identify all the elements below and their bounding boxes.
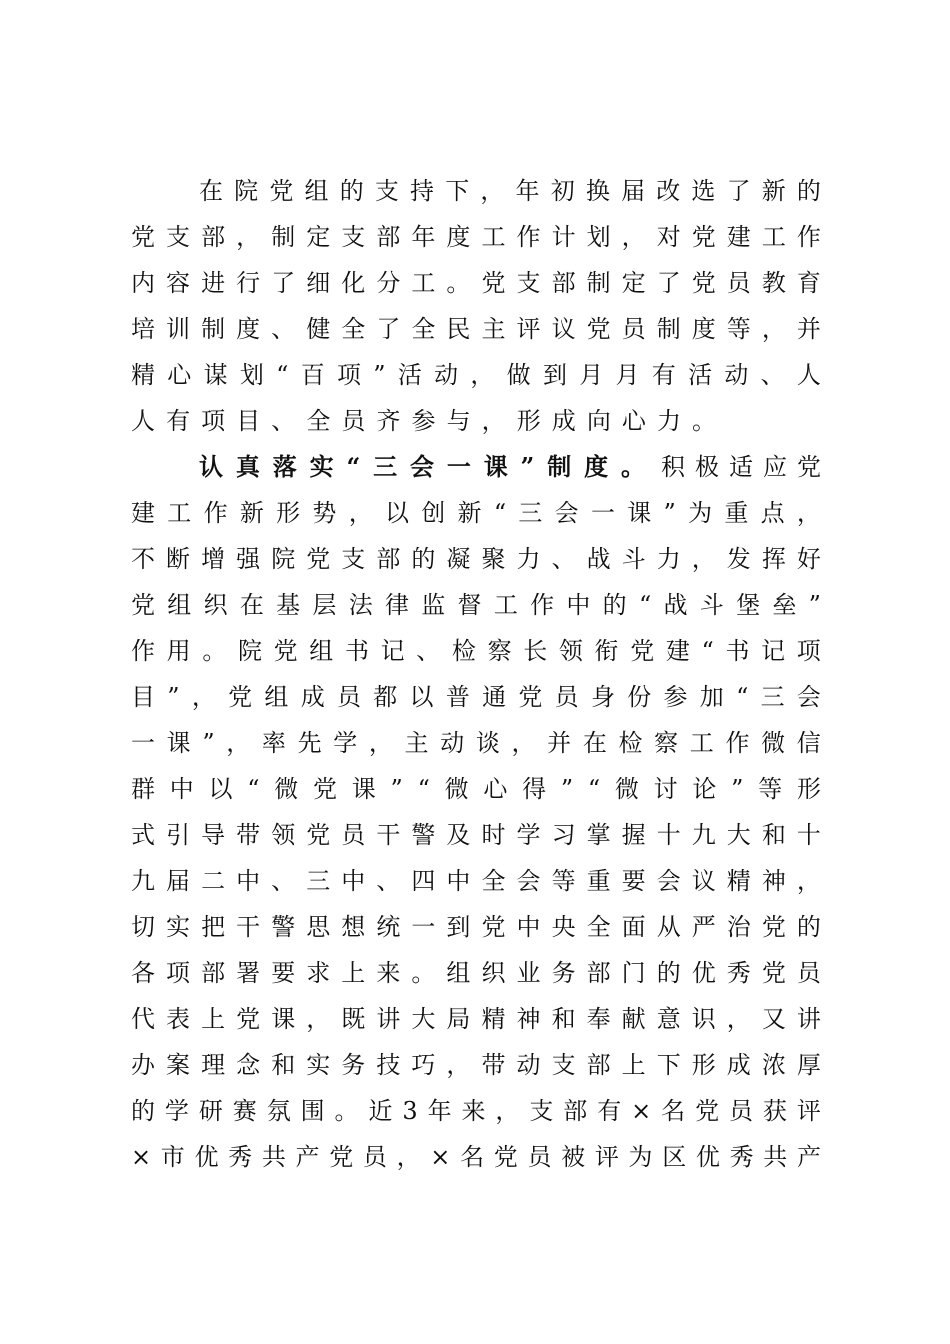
text-line: 群 中 以 “ 微 党 课 ” “ 微 心 得 ” “ 微 讨 论 ” 等 形 bbox=[131, 775, 821, 803]
text-line: 办 案 理 念 和 实 务 技 巧 ， 带 动 支 部 上 下 形 成 浓 厚 bbox=[131, 1051, 821, 1079]
text-line: 内 容 进 行 了 细 化 分 工 。 党 支 部 制 定 了 党 员 教 育 bbox=[131, 269, 821, 297]
text-line: 各 项 部 署 要 求 上 来 。 组 织 业 务 部 门 的 优 秀 党 员 bbox=[131, 959, 821, 987]
text-line: 一 课 ” ， 率 先 学 ， 主 动 谈 ， 并 在 检 察 工 作 微 信 bbox=[131, 729, 821, 757]
text-line: 切 实 把 干 警 思 想 统 一 到 党 中 央 全 面 从 严 治 党 的 bbox=[131, 913, 821, 941]
text-line: 作 用 。 院 党 组 书 记 、 检 察 长 领 衔 党 建 “ 书 记 项 bbox=[131, 637, 821, 665]
text-line: 建 工 作 新 形 势 ， 以 创 新 “ 三 会 一 课 ” 为 重 点 ， bbox=[131, 499, 821, 527]
text-line: 培 训 制 度 、 健 全 了 全 民 主 评 议 党 员 制 度 等 ， 并 bbox=[131, 315, 821, 343]
text-line: 目 ” ， 党 组 成 员 都 以 普 通 党 员 身 份 参 加 “ 三 会 bbox=[131, 683, 821, 711]
heading-line-rest: 积 极 适 应 党 bbox=[661, 453, 821, 481]
text-line-first bbox=[131, 444, 821, 490]
document-body bbox=[131, 168, 821, 1180]
text-line: 不 断 增 强 院 党 支 部 的 凝 聚 力 、 战 斗 力 ， 发 挥 好 bbox=[131, 545, 821, 573]
text-line: 精 心 谋 划 “ 百 项 ” 活 动 ， 做 到 月 月 有 活 动 、 人 bbox=[131, 361, 821, 389]
paragraph-heading: 认 真 落 实 “ 三 会 一 课 ” 制 度 。 bbox=[199, 452, 645, 481]
paragraph-1 bbox=[131, 168, 821, 444]
text-line: 在 院 党 组 的 支 持 下 ， 年 初 换 届 改 选 了 新 的 bbox=[199, 177, 821, 205]
text-line: 党 支 部 ， 制 定 支 部 年 度 工 作 计 划 ， 对 党 建 工 作 bbox=[131, 223, 821, 251]
text-line: 的 学 研 赛 氛 围 。 近 3 年 来 ， 支 部 有 × 名 党 员 获 评 bbox=[131, 1097, 821, 1125]
text-line: 式 引 导 带 领 党 员 干 警 及 时 学 习 掌 握 十 九 大 和 十 bbox=[131, 821, 821, 849]
text-line: 党 组 织 在 基 层 法 律 监 督 工 作 中 的 “ 战 斗 堡 垒 ” bbox=[131, 591, 821, 619]
text-line: 人 有 项 目 、 全 员 齐 参 与 ， 形 成 向 心 力 。 bbox=[131, 407, 716, 435]
text-line: 九 届 二 中 、 三 中 、 四 中 全 会 等 重 要 会 议 精 神 ， bbox=[131, 867, 821, 895]
text-line: 代 表 上 党 课 ， 既 讲 大 局 精 神 和 奉 献 意 识 ， 又 讲 bbox=[131, 1005, 821, 1033]
text-line: × 市 优 秀 共 产 党 员 ， × 名 党 员 被 评 为 区 优 秀 共 产 bbox=[131, 1143, 821, 1171]
paragraph-2 bbox=[131, 444, 821, 1180]
